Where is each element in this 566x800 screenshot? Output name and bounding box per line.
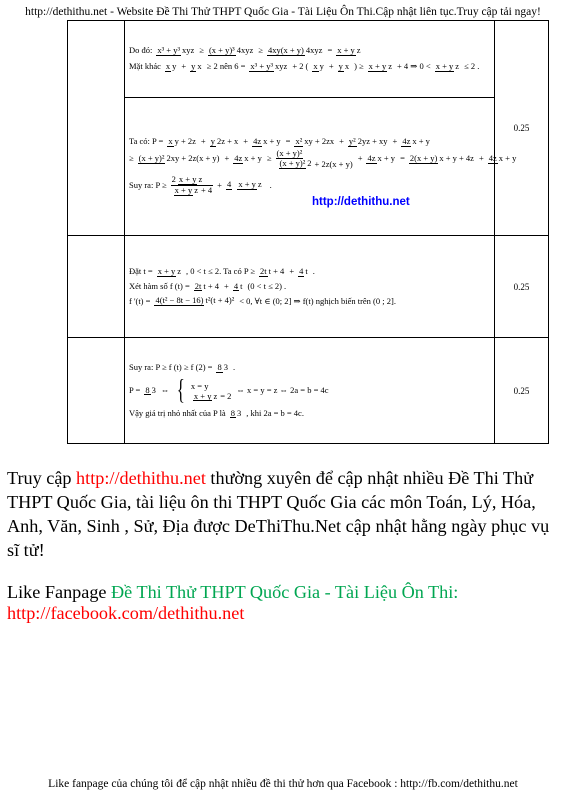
step-cell (125, 98, 517, 236)
fanpage-prefix: Like Fanpage (7, 582, 112, 602)
math-line: Suy ra: P ≥ 2 x + y z x + y z + 4 + 4 x + y z . (129, 173, 272, 196)
step-cell (125, 338, 495, 444)
system-brace: { x = y x + y z = 2 (177, 374, 232, 406)
promo-body: thường xuyên để cập nhật nhiều Đề Thi Thử THPT Quốc Gia, tài liệu ôn thi THPT Quốc Gia các môn Toán, Lý, Hóa, Anh, Văn, Sinh , Sử, Địa được DeThiThu.Net cập nhật hằng ngày phục vụ sĩ tử! (7, 468, 550, 560)
table-row (68, 338, 549, 444)
empty-cell (68, 236, 125, 338)
math-line: Xét hàm số f (t) = 2t t + 4 + 4 t (0 < t ≤ 2) . (129, 280, 287, 291)
fanpage-url[interactable]: http://facebook.com/dethithu.net (7, 603, 245, 623)
fanpage-paragraph (7, 582, 559, 624)
step-cell (125, 21, 495, 98)
step-cell (125, 236, 495, 338)
watermark-link[interactable]: http://dethithu.net (312, 196, 410, 208)
math-line: Vậy giá trị nhỏ nhất của P là 8 3 , khi 2a = b = 4c. (129, 407, 304, 418)
page-header: http://dethithu.net - Website Đề Thi Thử THPT Quốc Gia - Tài Liệu Ôn Thi.Cập nhật liên tục.Truy cập tải ngay! (25, 6, 541, 18)
math-line: ≥ (x + y)² 2xy + 2z(x + y) + 4z x + y ≥ (x + y)² (x + y)² 2 + 2z(x + y) + 4z x + y = 2(x + y) x + y + 4z + 4z x + y (129, 148, 517, 169)
score-cell: 0.25 (495, 236, 549, 338)
fanpage-name[interactable]: Đề Thi Thử THPT Quốc Gia - Tài Liệu Ôn Thi: (111, 582, 459, 602)
math-line: Đặt t = x + y z , 0 < t ≤ 2. Ta có P ≥ 2t t + 4 + 4 t . (129, 265, 315, 276)
table-row (68, 98, 549, 236)
empty-cell (68, 21, 125, 236)
promo-paragraph (7, 466, 559, 562)
table-row (68, 236, 549, 338)
math-line: Ta có: P = x y + 2z + y 2z + x + 4z x + y = x² xy + 2zx + y² 2yz + xy + 4z x + y (129, 136, 430, 147)
page-footer: Like fanpage của chúng tôi để cập nhật nhiều đề thi thử hơn qua Facebook : http://fb.com/dethithu.net (48, 778, 518, 790)
table-row (68, 21, 549, 98)
promo-link[interactable]: http://dethithu.net (76, 468, 206, 488)
promo-prefix: Truy cập (7, 468, 77, 488)
solution-table (67, 20, 549, 444)
math-line: f '(t) = 4(t² − 8t − 16) t²(t + 4)² < 0, ∀t ∈ (0; 2] ⇒ f(t) nghịch biến trên (0 ; 2]. (129, 295, 396, 306)
math-line: P = 8 3 ⇔ { x = y x + y z = 2 ⇔ x = y = z ⇔ 2a = b = 4c (129, 374, 329, 406)
math-line: Do đó: x³ + y³ xyz ≥ (x + y)³ 4xyz ≥ 4xy(x + y) 4xyz = x + y z (129, 45, 361, 56)
math-line: Mặt khác x y + y x ≥ 2 nên 6 = x³ + y³ xyz + 2 ( x y + y x ) ≥ x + y z + 4 ⇒ 0 < x + y z ≤ 2 . (129, 61, 480, 72)
empty-cell (68, 338, 125, 444)
score-cell: 0.25 (495, 338, 549, 444)
score-cell: 0.25 (495, 21, 549, 236)
math-line: Suy ra: P ≥ f (t) ≥ f (2) = 8 3 . (129, 361, 236, 372)
